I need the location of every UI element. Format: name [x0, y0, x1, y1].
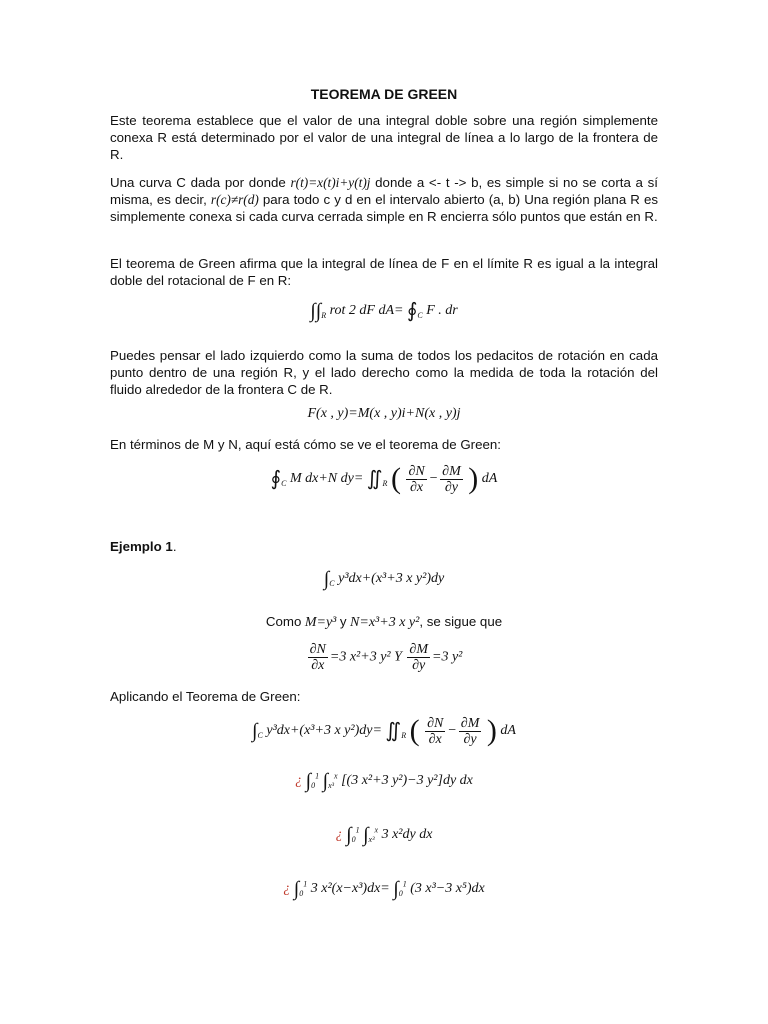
paragraph-interpretation: Puedes pensar el lado izquierdo como la suma de todos los pedacitos de rotación en cada punto dentro de una región R, y el lado derecho como la medida de toda la rotación del fluido alrededor de la frontera C de R.	[110, 348, 658, 397]
example-heading: Ejemplo 1.	[110, 539, 177, 554]
paragraph-curve: Una curva C dada por donde r(t)=x(t)i+y(t)j donde a <- t -> b, es simple si no se corta a sí misma, es decir, r(c)≠r(d) para todo c y d en el intervalo abierto (a, b) Una región plana R es simplemente conexa si cada curva cerrada simple en R encierra sólo puntos que están en R.	[110, 175, 658, 224]
equation-green-applied: $\int_C$ y³dx+(x³+3 x $y^2)dy= ∬_R$ ( $\frac{\partial N}{\partial x}$ − $\frac{\partial M}{\partial y}$ ) dA	[252, 714, 516, 747]
equation-como: Como M=y³ y N=x³+3 x y², se sigue que	[265, 614, 503, 630]
paragraph-mn: En términos de M y N, aquí está cómo se ve el teorema de Green:	[110, 437, 501, 452]
curve-equation: r(t)=x(t)i+y(t)j	[290, 175, 371, 190]
equation-step-3: ¿ $\int_0^1$ 3 $x^2(x-x^3)dx= \int_0^1$ (3 x³−3 x⁵)dx	[283, 878, 485, 900]
equation-step-1: ¿ $\int_0^1$ $\int_{x^3}^x$ [(3 x²+3 y²)−3 y²]dy dx	[295, 770, 473, 792]
simple-condition: r(c)≠r(d)	[210, 192, 259, 207]
equation-step-2: ¿ $\int_0^1$ $\int_{x^3}^x$ 3 x²dy dx	[335, 824, 433, 846]
equation-field: F(x , y)=M(x , y)i+N(x , y)j	[307, 406, 461, 421]
paragraph-aplicando: Aplicando el Teorema de Green:	[110, 689, 301, 704]
paragraph-intro: Este teorema establece que el valor de una integral doble sobre una región simplemente conexa R está determinado por el valor de una integral de línea a lo largo de la frontera de R.	[110, 113, 658, 162]
equation-example: $\int_C$ y³dx+(x³+3 x y²)dy	[323, 568, 445, 590]
equation-rotational: $\int\int_R$ rot 2 dF $dA= ∮_C$ F . dr	[310, 300, 458, 322]
page-title: TEOREMA DE GREEN	[310, 86, 458, 102]
equation-green-mn: $∮_C$ M dx+N $dy= ∬_R$ ( $\frac{\partial N}{\partial x}$ − $\frac{\partial M}{\partial y}$ ) dA	[270, 462, 498, 495]
paragraph-green-statement: El teorema de Green afirma que la integral de línea de F en el límite R es igual a la integral doble del rotacional de F en R:	[110, 256, 658, 288]
equation-partials: $\frac{\partial N}{\partial x}$ =3 x²+3 y² Y $\frac{\partial M}{\partial y}$ =3 y²	[309, 642, 463, 673]
